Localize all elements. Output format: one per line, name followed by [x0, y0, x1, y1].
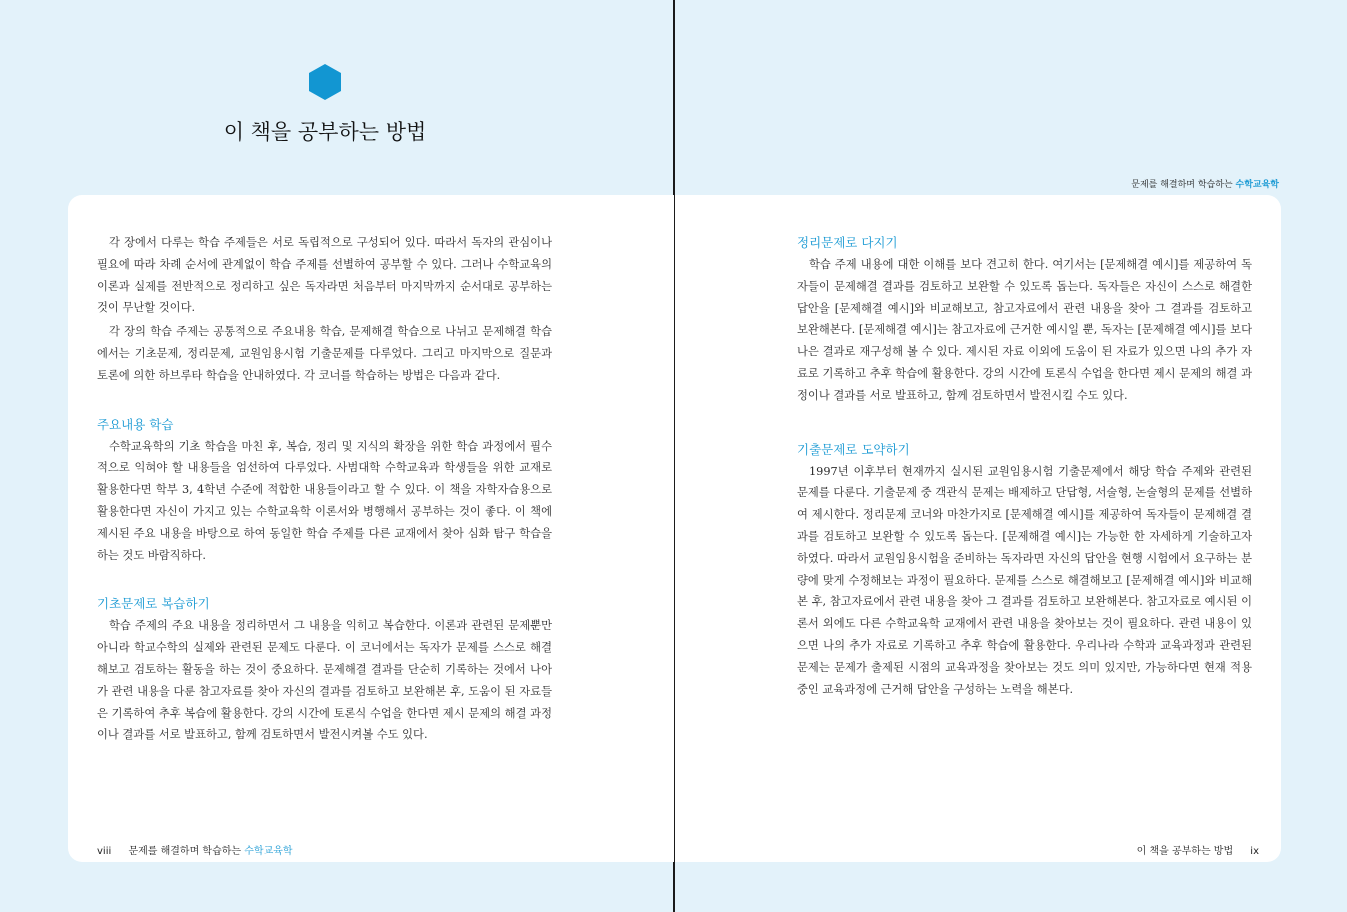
section-heading: 정리문제로 다지기 — [797, 235, 898, 250]
hexagon-icon — [309, 64, 341, 100]
intro-paragraph: 각 장의 학습 주제는 공통적으로 주요내용 학습, 문제해결 학습으로 나뉘고 문제해결 학습에서는 기초문제, 정리문제, 교원임용시험 기출문제를 다루었다. 그리고 마지막으로 질문과 토론에 의한 하브루타 학습을 안내하였다. 각 코너를 학습하는 방법은 다음과 같다. — [97, 325, 552, 382]
left-page-body — [97, 232, 552, 746]
running-head — [1131, 177, 1279, 190]
section-heading: 기출문제로 도약하기 — [797, 441, 910, 457]
section-past-exams — [797, 439, 1252, 701]
section-paragraph: 학습 주제의 주요 내용을 정리하면서 그 내용을 익히고 복습한다. 이론과 관련된 문제뿐만 아니라 학교수학의 실제와 관련된 문제도 다룬다. 이 코너에서는 독자가 문제를 스스로 해결해보고 검토하는 활동을 하는 것이 중요하다. 문제해결 결과를 단순히 기록하는 것에서 나아가 관련 내용을 다룬 참고자료를 찾아 자신의 결과를 검토하고 보완해본 후, 도움이 된 자료들은 기록하여 추후 복습에 활용한다. 강의 시간에 토론식 수업을 한다면 제시 문제의 해결 과정이나 결과를 서로 발표하고, 함께 검토하면서 발전시켜볼 수도 있다. — [97, 619, 552, 742]
section-heading: 기초문제로 복습하기 — [97, 596, 210, 612]
section-paragraph: 수학교육학의 기초 학습을 마친 후, 복습, 정리 및 지식의 확장을 위한 학습 과정에서 필수적으로 익혀야 할 내용들을 엄선하여 다루었다. 사범대학 수학교육과 학생들을 위한 교재로 활용한다면 학부 3, 4학년 수준에 적합한 내용들이라고 할 수 있다. 이 책을 자학자습용으로 활용한다면 자신이 가지고 있는 수학교육학 이론서와 병행해서 공부하는 것이 좋다. 이 책에 제시된 주요 내용을 바탕으로 하여 동일한 학습 주제를 다른 교재에서 찾아 심화 탐구 학습을 하는 것도 바람직하다. — [97, 439, 552, 562]
folio-text: 문제를 해결하며 학습하는 — [128, 846, 242, 857]
section-paragraph: 1997년 이후부터 현재까지 실시된 교원임용시험 기출문제에서 해당 학습 주제와 관련된 문제를 다룬다. 기출문제 중 객관식 문제는 배제하고 단답형, 서술형, 논술형의 문제를 선별하여 제시한다. 정리문제 코너와 마찬가지로 [문제해결 예시]를 제공하여 독자들이 문제해결 결과를 검토하고 보완할 수 있도록 돕는다. [문제해결 예시]는 가능한 한 자세하게 기술하고자 하였다. 따라서 교원임용시험을 준비하는 독자라면 자신의 답안을 현행 시험에서 요구하는 분량에 맞게 수정해보는 과정이 필요하다. 문제를 스스로 해결해보고 [문제해결 예시]와 비교해 본 후, 참고자료에서 관련 내용을 찾아 그 결과를 검토하고 보완해본다. 참고자료로 예시된 이론서 외에도 다른 수학교육학 교재에서 관련 내용을 찾아보는 것이 필요하다. 관련 내용이 있으면 나의 추가 자료로 기록하고 추후 학습에 활용한다. 우리나라 수학과 교육과정과 관련된 문제는 문제가 출제된 시점의 교육과정을 찾아보는 것도 의미 있지만, 가능하다면 현재 적용 중인 교육과정에 근거해 답안을 구성하는 노력을 해본다. — [797, 464, 1252, 696]
folio-text: 이 책을 공부하는 방법 — [1136, 846, 1234, 857]
right-page-body — [797, 232, 1252, 700]
right-folio — [1137, 842, 1259, 857]
section-heading: 주요내용 학습 — [97, 416, 174, 432]
page-number: viii — [97, 846, 112, 857]
intro-section — [97, 232, 552, 387]
intro-paragraph: 각 장에서 다루는 학습 주제들은 서로 독립적으로 구성되어 있다. 따라서 독자의 관심이나 필요에 따라 차례 순서에 관계없이 학습 주제를 선별하여 공부할 수 있다. 그러나 수학교육의 이론과 실제를 전반적으로 정리하고 싶은 독자라면 처음부터 마지막까지 순서대로 공부하는 것이 무난할 것이다. — [97, 236, 552, 315]
section-basic-problems — [97, 593, 552, 746]
section-review-problems — [797, 232, 1252, 407]
folio-accent: 수학교육학 — [244, 846, 293, 857]
running-head-accent: 수학교육학 — [1235, 180, 1279, 190]
left-folio — [97, 842, 293, 857]
page-number: ix — [1250, 846, 1259, 857]
chapter-title: 이 책을 공부하는 방법 — [223, 120, 427, 144]
running-head-text: 문제를 해결하며 학습하는 — [1131, 180, 1233, 190]
section-paragraph: 학습 주제 내용에 대한 이해를 보다 견고히 한다. 여기서는 [문제해결 예시]를 제공하여 독자들이 문제해결 결과를 검토하고 보완할 수 있도록 돕는다. 독자들은 자신이 스스로 해결한 답안을 [문제해결 예시]와 비교해보고, 참고자료에서 관련 내용을 찾아 그 결과를 검토하고 보완해본다. [문제해결 예시]는 참고자료에 근거한 예시일 뿐, 독자는 [문제해결 예시]를 보다 나은 결과로 재구성해 볼 수 있다. 제시된 자료 이외에 도움이 된 자료가 있으면 나의 추가 자료로 기록하고 추후 학습에 활용한다. 강의 시간에 토론식 수업을 한다면 제시 문제의 해결 과정이나 결과를 서로 발표하고, 함께 검토하면서 발전시킬 수도 있다. — [797, 258, 1252, 402]
section-main-content — [97, 414, 552, 567]
